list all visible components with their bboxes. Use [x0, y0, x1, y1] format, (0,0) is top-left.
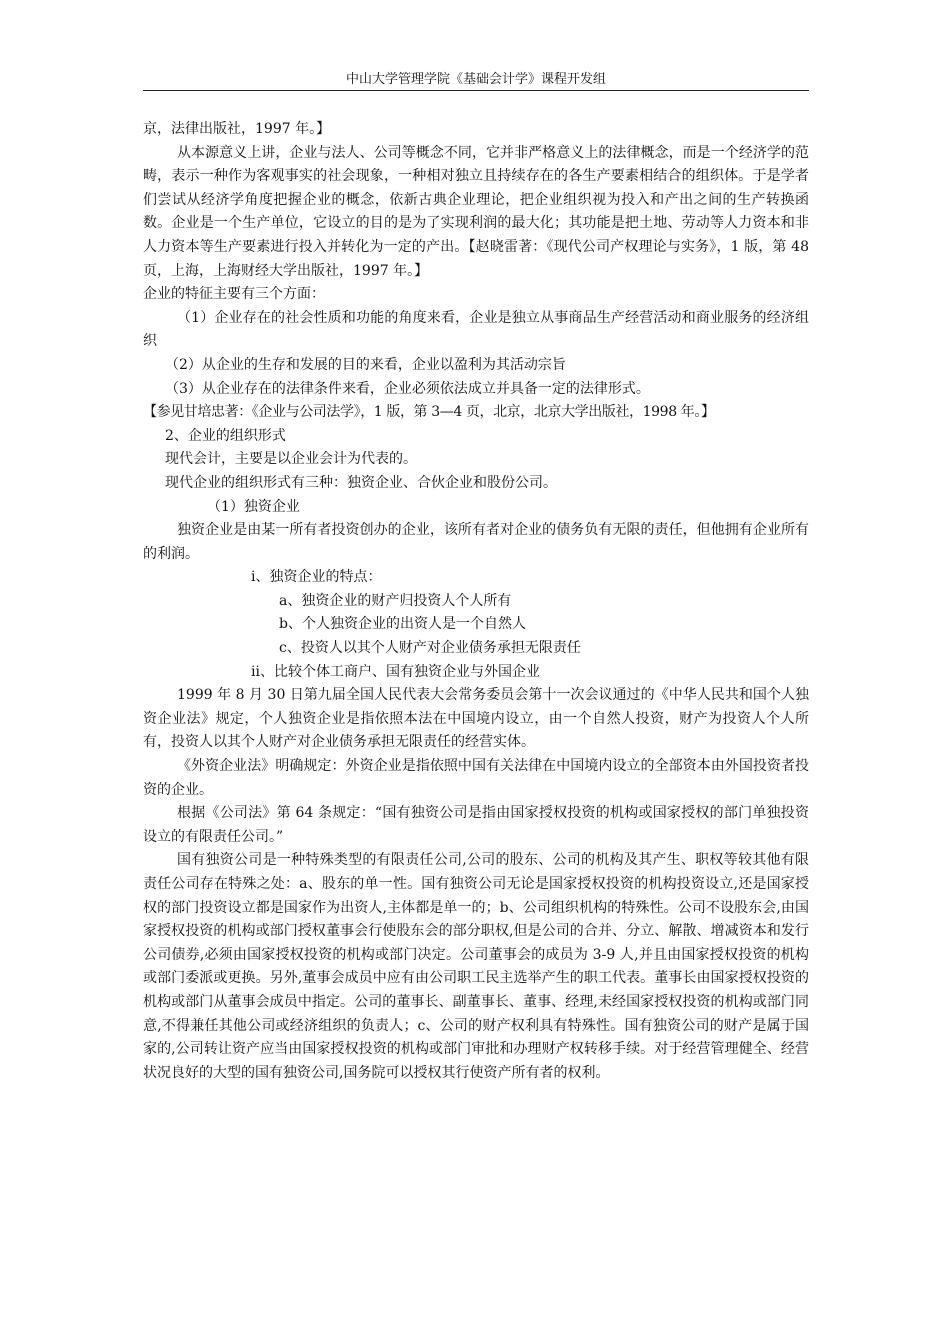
paragraph-foreign-enterprise-law: 《外资企业法》明确规定：外资企业是指依照中国有关法律在中国境内设立的全部资本由外国投资者投资的企业。: [143, 758, 809, 798]
list-item-b: b、个人独资企业的出资人是一个自然人: [279, 616, 526, 633]
paragraph-features-intro: 企业的特征主要有三个方面：: [143, 286, 325, 303]
paragraph-sole-proprietorship: 独资企业是由某一所有者投资创办的企业，该所有者对企业的债务负有无限的责任，但他拥有企业所有的利润。: [143, 522, 809, 562]
list-item-feature-2: （2）从企业的生存和发展的目的来看，企业以盈利为其活动宗旨: [165, 356, 566, 373]
section-heading-org-forms: 2、企业的组织形式: [165, 427, 286, 444]
paragraph-enterprise-concept: 从本源意义上讲，企业与法人、公司等概念不同，它并非严格意义上的法律概念，而是一个经济学的范畴，表示一种作为客观事实的社会现象，一种相对独立且持续存在的各生产要素相结合的组织体。于是学者们尝试从经济学角度把握企业的概念，依新古典企业理论，把企业组织视为投入和产出之间的生产转换函数。企业是一个生产单位，它设立的目的是为了实现利润的最大化；其功能是把土地、劳动等人力资本和非人力资本等生产要素进行投入并转化为一定的产出。【赵晓雷著：《现代公司产权理论与实务》，1 版，第 48 页，上海，上海财经大学出版社，1997 年。】: [143, 144, 809, 279]
list-item-feature-1: （1）企业存在的社会性质和功能的角度来看，企业是独立从事商品生产经营活动和商业服务的经济组织: [143, 309, 809, 350]
paragraph-company-law: 根据《公司法》第 64 条规定：“国有独资公司是指由国家授权投资的机构或国家授权的部门单独投资设立的有限责任公司。”: [143, 805, 809, 845]
list-heading-features: ⅰ、独资企业的特点：: [251, 569, 382, 586]
reference-citation: 【参见甘培忠著：《企业与公司法学》，1 版，第 3—4 页，北京，北京大学出版社，1998 年。】: [143, 404, 715, 421]
paragraph-citation-end: 京，法律出版社，1997 年。】: [143, 121, 331, 137]
paragraph-state-owned-company: 国有独资公司是一种特殊类型的有限责任公司,公司的股东、公司的机构及其产生、职权等较其他有限责任公司存在特殊之处：a、股东的单一性。国有独资公司无论是国家授权投资的机构投资设立,还是国家授权的部门投资设立都是国家作为出资人,主体都是单一的；b、公司组织机构的特殊性。公司不设股东会,由国家授权投资的机构或部门授权董事会行使股东会的部分职权,但是公司的合并、分立、解散、增减资本和发行公司债券,必须由国家授权投资的机构或部门决定。公司董事会的成员为 3-9 人,并且由国家授权投资的机构或部门委派或更换。另外,董事会成员中应有由公司职工民主选举产生的职工代表。董事长由国家授权投资的机构或部门从董事会成员中指定。公司的董事长、副董事长、董事、经理,未经国家授权投资的机构或部门同意,不得兼任其他公司或经济组织的负责人；c、公司的财产权利具有特殊性。国有独资公司的财产是属于国家的,公司转让资产应当由国家授权投资的机构或部门审批和办理财产权转移手续。对于经营管理健全、经营状况良好的大型的国有独资公司,国务院可以授权其行使资产所有者的权利。: [143, 852, 809, 1081]
list-item-c: c、投资人以其个人财产对企业债务承担无限责任: [279, 640, 581, 657]
list-heading-comparison: ⅱ、比较个体工商户、国有独资企业与外国企业: [251, 663, 540, 680]
paragraph-org-forms: 现代企业的组织形式有三种：独资企业、合伙企业和股份公司。: [165, 474, 557, 491]
document-body: [143, 118, 809, 1085]
list-item-a: a、独资企业的财产归投资人个人所有: [279, 592, 512, 609]
subheading-sole-proprietorship: （1）独资企业: [207, 498, 300, 515]
page-header: 中山大学管理学院《基础会计学》课程开发组: [143, 71, 809, 91]
list-item-feature-3: （3）从企业存在的法律条件来看，企业必须依法成立并具备一定的法律形式。: [165, 380, 650, 397]
paragraph-modern-accounting: 现代会计，主要是以企业会计为代表的。: [165, 451, 417, 468]
paragraph-sole-proprietorship-law: 1999 年 8 月 30 日第九届全国人民代表大会常务委员会第十一次会议通过的《中华人民共和国个人独资企业法》规定，个人独资企业是指依照本法在中国境内设立，由一个自然人投资，财产为投资人个人所有，投资人以其个人财产对企业债务承担无限责任的经营实体。: [143, 687, 809, 751]
